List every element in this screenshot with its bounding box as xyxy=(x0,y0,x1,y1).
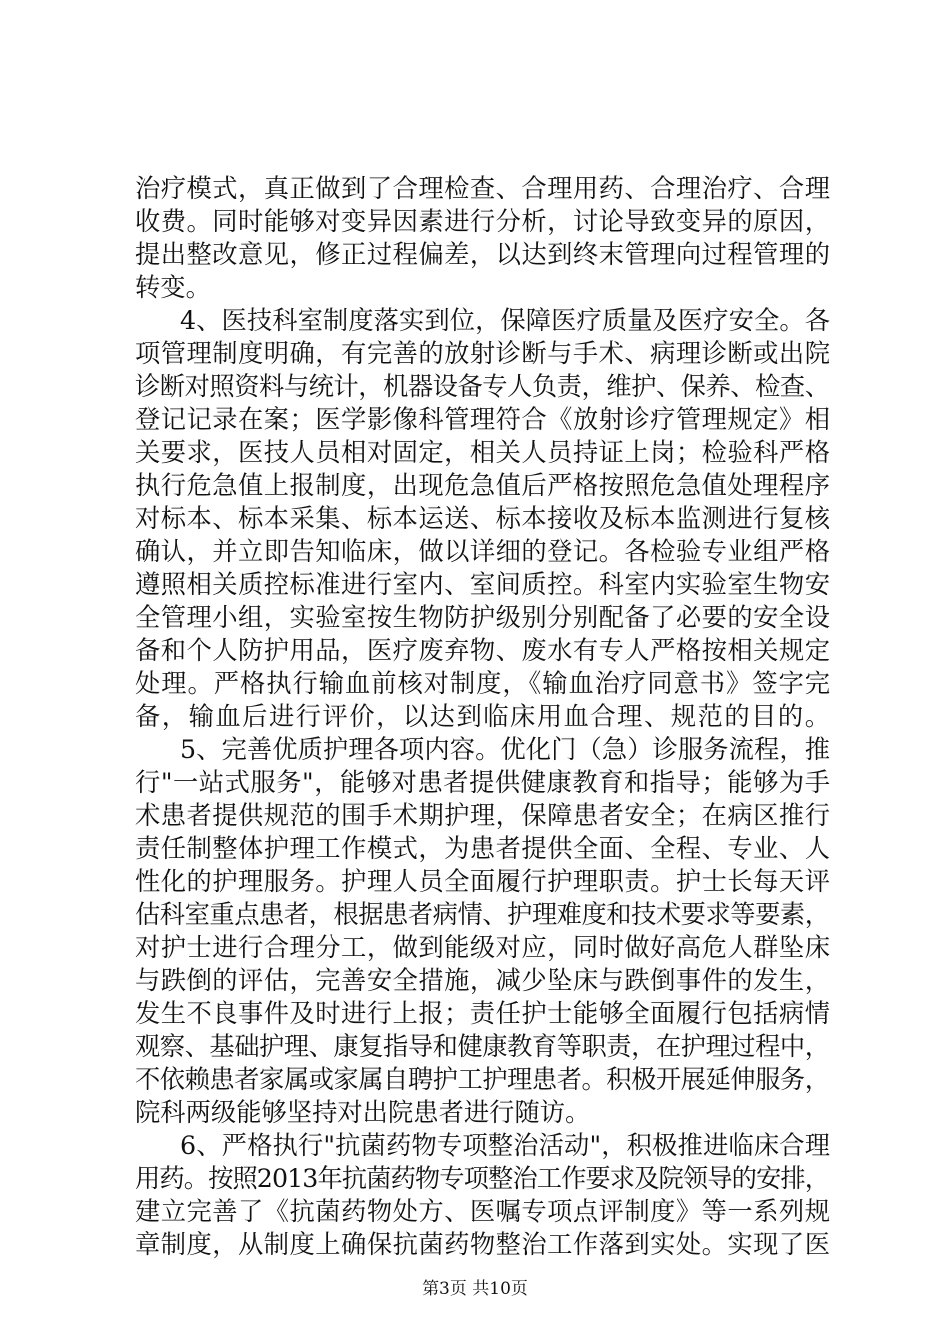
text-line: 转变。 xyxy=(135,273,211,302)
text-line: 对标本、标本采集、标本运送、标本接收及标本监测进行复核 xyxy=(135,504,831,533)
text-line: 章制度，从制度上确保抗菌药物整治工作落到实处。实现了医 xyxy=(135,1230,831,1259)
text-line: 与跌倒的评估，完善安全措施，减少坠床与跌倒事件的发生， xyxy=(135,966,831,995)
text-line: 行"一站式服务"，能够对患者提供健康教育和指导；能够为手 xyxy=(135,768,831,797)
text-line: 对护士进行合理分工，做到能级对应，同时做好高危人群坠床 xyxy=(135,933,831,962)
text-line: 观察、基础护理、康复指导和健康教育等职责，在护理过程中， xyxy=(135,1032,830,1061)
text-line: 责任制整体护理工作模式，为患者提供全面、全程、专业、人 xyxy=(135,834,831,863)
text-line: 性化的护理服务。护理人员全面履行护理职责。护士长每天评 xyxy=(135,867,831,896)
text-line: 备，输血后进行评价，以达到临床用血合理、规范的目的。 xyxy=(135,702,832,731)
text-line: 确认，并立即告知临床，做以详细的登记。各检验专业组严格 xyxy=(135,537,831,566)
text-line: 收费。同时能够对变异因素进行分析，讨论导致变异的原因， xyxy=(135,207,831,236)
text-line: 建立完善了《抗菌药物处方、医嘱专项点评制度》等一系列规 xyxy=(135,1197,831,1226)
text-line: 用药。按照2013年抗菌药物专项整治工作要求及院领导的安排， xyxy=(135,1164,830,1193)
text-line: 处理。严格执行输血前核对制度，《输血治疗同意书》签字完 xyxy=(135,669,831,698)
page-footer: 第3页 共10页 xyxy=(422,1279,528,1299)
text-line: 登记记录在案；医学影像科管理符合《放射诊疗管理规定》相 xyxy=(135,405,831,434)
text-line: 估科室重点患者，根据患者病情、护理难度和技术要求等要素， xyxy=(135,900,830,929)
text-line: 全管理小组，实验室按生物防护级别分别配备了必要的安全设 xyxy=(135,603,831,632)
text-line: 治疗模式，真正做到了合理检查、合理用药、合理治疗、合理 xyxy=(135,174,831,203)
text-line: 备和个人防护用品，医疗废弃物、废水有专人严格按相关规定 xyxy=(135,636,831,665)
text-line: 不依赖患者家属或家属自聘护工护理患者。积极开展延伸服务， xyxy=(135,1065,830,1094)
text-line: 发生不良事件及时进行上报；责任护士能够全面履行包括病情 xyxy=(135,999,831,1028)
text-line: 项管理制度明确，有完善的放射诊断与手术、病理诊断或出院 xyxy=(135,339,831,368)
text-line: 5、完善优质护理各项内容。优化门（急）诊服务流程，推 xyxy=(180,735,831,764)
text-line: 诊断对照资料与统计，机器设备专人负责，维护、保养、检查、 xyxy=(135,372,830,401)
text-line: 执行危急值上报制度，出现危急值后严格按照危急值处理程序 xyxy=(135,471,831,500)
text-line: 4、医技科室制度落实到位，保障医疗质量及医疗安全。各 xyxy=(180,306,831,335)
text-line: 院科两级能够坚持对出院患者进行随访。 xyxy=(135,1098,591,1127)
text-line: 遵照相关质控标准进行室内、室间质控。科室内实验室生物安 xyxy=(135,570,831,599)
text-line: 关要求，医技人员相对固定，相关人员持证上岗；检验科严格 xyxy=(135,438,831,467)
text-line: 6、严格执行"抗菌药物专项整治活动"，积极推进临床合理 xyxy=(180,1131,831,1160)
text-line: 术患者提供规范的围手术期护理，保障患者安全；在病区推行 xyxy=(135,801,831,830)
document-body xyxy=(135,172,830,1261)
text-line: 提出整改意见，修正过程偏差，以达到终末管理向过程管理的 xyxy=(135,240,831,269)
